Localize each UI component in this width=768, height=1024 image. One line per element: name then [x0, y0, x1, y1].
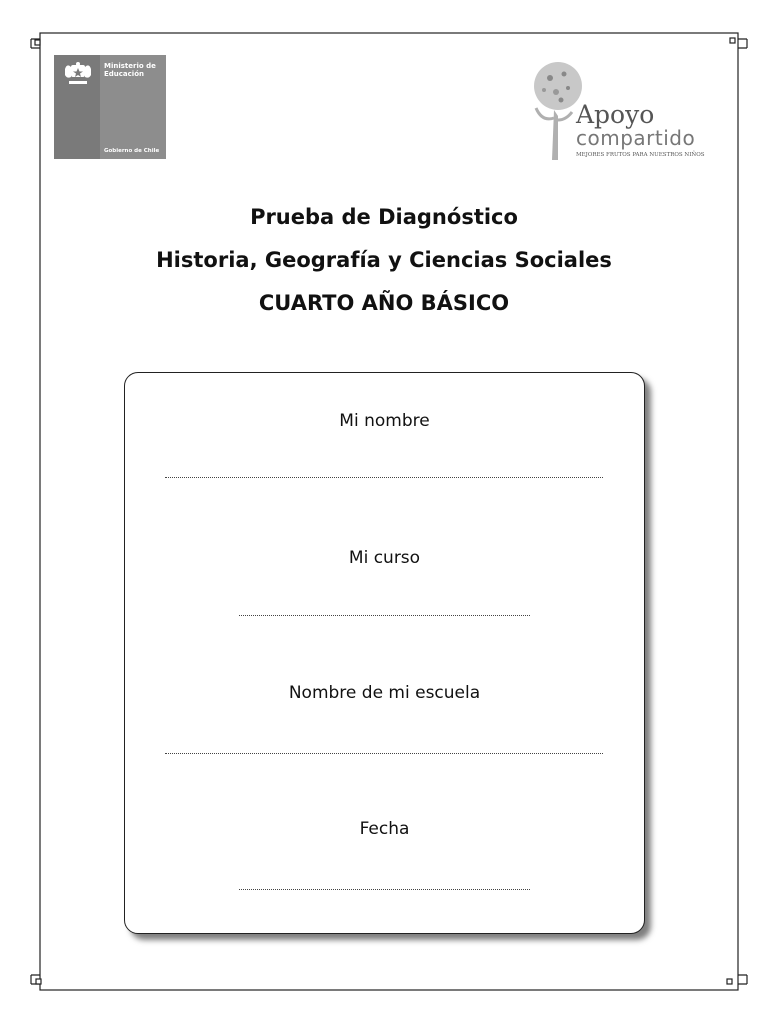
ministry-name: Ministerio de Educación: [104, 62, 156, 78]
apoyo-compartido-logo: [528, 60, 728, 164]
title-line-2: Historia, Geografía y Ciencias Sociales: [156, 248, 612, 272]
name-field[interactable]: [165, 477, 603, 478]
school-label: Nombre de mi escuela: [288, 683, 481, 703]
title-line-3: CUARTO AÑO BÁSICO: [258, 291, 510, 315]
school-field[interactable]: [165, 753, 603, 754]
coat-of-arms-icon: [63, 61, 93, 87]
government-name: Gobierno de Chile: [104, 148, 160, 154]
course-field[interactable]: [239, 615, 530, 616]
compartido-word: compartido: [576, 126, 696, 150]
title-line-1: Prueba de Diagnóstico: [250, 205, 518, 229]
date-label: Fecha: [359, 819, 410, 839]
document-titles: [0, 206, 768, 335]
corner-mark-bottom-right: [727, 975, 747, 984]
student-info-card: [124, 372, 645, 934]
corner-mark-top-left: [31, 39, 40, 48]
apoyo-word: Apoyo: [576, 100, 655, 129]
logo-tagline: MEJORES FRUTOS PARA NUESTROS NIÑOS: [576, 152, 705, 158]
date-field[interactable]: [239, 889, 530, 890]
course-label: Mi curso: [348, 548, 421, 568]
name-label: Mi nombre: [339, 411, 430, 431]
ministerio-educacion-logo: [54, 55, 166, 159]
